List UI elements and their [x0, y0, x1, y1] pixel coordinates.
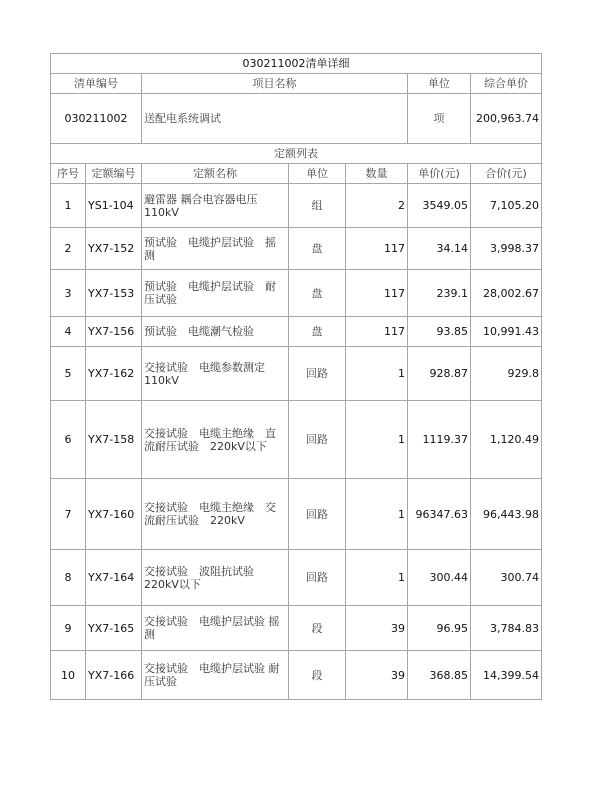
table-title: 030211002清单详细: [51, 54, 542, 74]
table-row: [51, 347, 542, 401]
quota-header-name: 定额名称: [142, 164, 289, 184]
row-unit: 盘: [289, 270, 346, 317]
row-unit: 回路: [289, 479, 346, 550]
row-qty: 1: [346, 347, 408, 401]
row-no: 8: [51, 550, 86, 606]
header-composite-price: 综合单价: [471, 74, 542, 94]
bill-detail-table: [50, 53, 542, 700]
row-qty: 39: [346, 606, 408, 651]
row-unit-price: 928.87: [408, 347, 471, 401]
row-name: 避雷器 耦合电容器电压 110kV: [142, 184, 289, 228]
row-total: 3,998.37: [471, 228, 542, 270]
row-qty: 1: [346, 401, 408, 479]
row-name: 交接试验 电缆护层试验 摇测: [142, 606, 289, 651]
quota-header-code: 定额编号: [86, 164, 142, 184]
row-unit-price: 96347.63: [408, 479, 471, 550]
row-total: 10,991.43: [471, 317, 542, 347]
row-unit: 组: [289, 184, 346, 228]
table-row: [51, 228, 542, 270]
row-name: 预试验 电缆护层试验 耐压试验: [142, 270, 289, 317]
row-unit: 段: [289, 606, 346, 651]
row-name: 交接试验 电缆主绝缘 交流耐压试验 220kV: [142, 479, 289, 550]
header-bill-code: 清单编号: [51, 74, 142, 94]
row-name: 预试验 电缆潮气检验: [142, 317, 289, 347]
row-code: YX7-158: [86, 401, 142, 479]
row-code: YX7-164: [86, 550, 142, 606]
header-unit: 单位: [408, 74, 471, 94]
row-code: YX7-153: [86, 270, 142, 317]
quota-header-no: 序号: [51, 164, 86, 184]
row-unit-price: 3549.05: [408, 184, 471, 228]
row-code: YX7-162: [86, 347, 142, 401]
row-no: 6: [51, 401, 86, 479]
row-qty: 39: [346, 651, 408, 700]
row-total: 929.8: [471, 347, 542, 401]
row-code: YX7-165: [86, 606, 142, 651]
row-no: 2: [51, 228, 86, 270]
row-unit: 回路: [289, 550, 346, 606]
row-no: 9: [51, 606, 86, 651]
row-qty: 117: [346, 270, 408, 317]
table-row: [51, 479, 542, 550]
row-unit-price: 300.44: [408, 550, 471, 606]
table-row: [51, 401, 542, 479]
table-row: [51, 651, 542, 700]
row-total: 14,399.54: [471, 651, 542, 700]
row-unit-price: 239.1: [408, 270, 471, 317]
row-unit: 盘: [289, 317, 346, 347]
quota-header-qty: 数量: [346, 164, 408, 184]
row-qty: 2: [346, 184, 408, 228]
row-code: YS1-104: [86, 184, 142, 228]
row-no: 1: [51, 184, 86, 228]
row-qty: 1: [346, 550, 408, 606]
row-qty: 1: [346, 479, 408, 550]
row-no: 7: [51, 479, 86, 550]
row-name: 交接试验 电缆护层试验 耐压试验: [142, 651, 289, 700]
row-name: 交接试验 电缆主绝缘 直流耐压试验 220kV以下: [142, 401, 289, 479]
table-row: [51, 270, 542, 317]
row-name: 交接试验 波阻抗试验 220kV以下: [142, 550, 289, 606]
row-no: 3: [51, 270, 86, 317]
row-no: 5: [51, 347, 86, 401]
table-row: [51, 317, 542, 347]
table-row: [51, 606, 542, 651]
row-unit-price: 96.95: [408, 606, 471, 651]
row-total: 1,120.49: [471, 401, 542, 479]
row-code: YX7-152: [86, 228, 142, 270]
row-no: 10: [51, 651, 86, 700]
row-name: 交接试验 电缆参数测定 110kV: [142, 347, 289, 401]
quota-section-title: 定额列表: [51, 144, 542, 164]
row-name: 预试验 电缆护层试验 摇测: [142, 228, 289, 270]
row-unit: 盘: [289, 228, 346, 270]
row-unit: 回路: [289, 401, 346, 479]
row-unit-price: 1119.37: [408, 401, 471, 479]
bill-price: 200,963.74: [471, 94, 542, 144]
table-row: [51, 550, 542, 606]
quota-header-unit: 单位: [289, 164, 346, 184]
row-no: 4: [51, 317, 86, 347]
bill-code: 030211002: [51, 94, 142, 144]
row-code: YX7-156: [86, 317, 142, 347]
row-unit: 段: [289, 651, 346, 700]
row-unit-price: 34.14: [408, 228, 471, 270]
quota-header-unit-price: 单价(元): [408, 164, 471, 184]
row-total: 300.74: [471, 550, 542, 606]
row-unit-price: 93.85: [408, 317, 471, 347]
header-item-name: 项目名称: [142, 74, 408, 94]
table-row: [51, 184, 542, 228]
row-total: 3,784.83: [471, 606, 542, 651]
row-total: 96,443.98: [471, 479, 542, 550]
quota-header-total: 合价(元): [471, 164, 542, 184]
row-total: 7,105.20: [471, 184, 542, 228]
bill-name: 送配电系统调试: [142, 94, 408, 144]
bill-unit: 项: [408, 94, 471, 144]
row-unit-price: 368.85: [408, 651, 471, 700]
row-total: 28,002.67: [471, 270, 542, 317]
row-code: YX7-166: [86, 651, 142, 700]
row-unit: 回路: [289, 347, 346, 401]
row-qty: 117: [346, 317, 408, 347]
row-qty: 117: [346, 228, 408, 270]
row-code: YX7-160: [86, 479, 142, 550]
